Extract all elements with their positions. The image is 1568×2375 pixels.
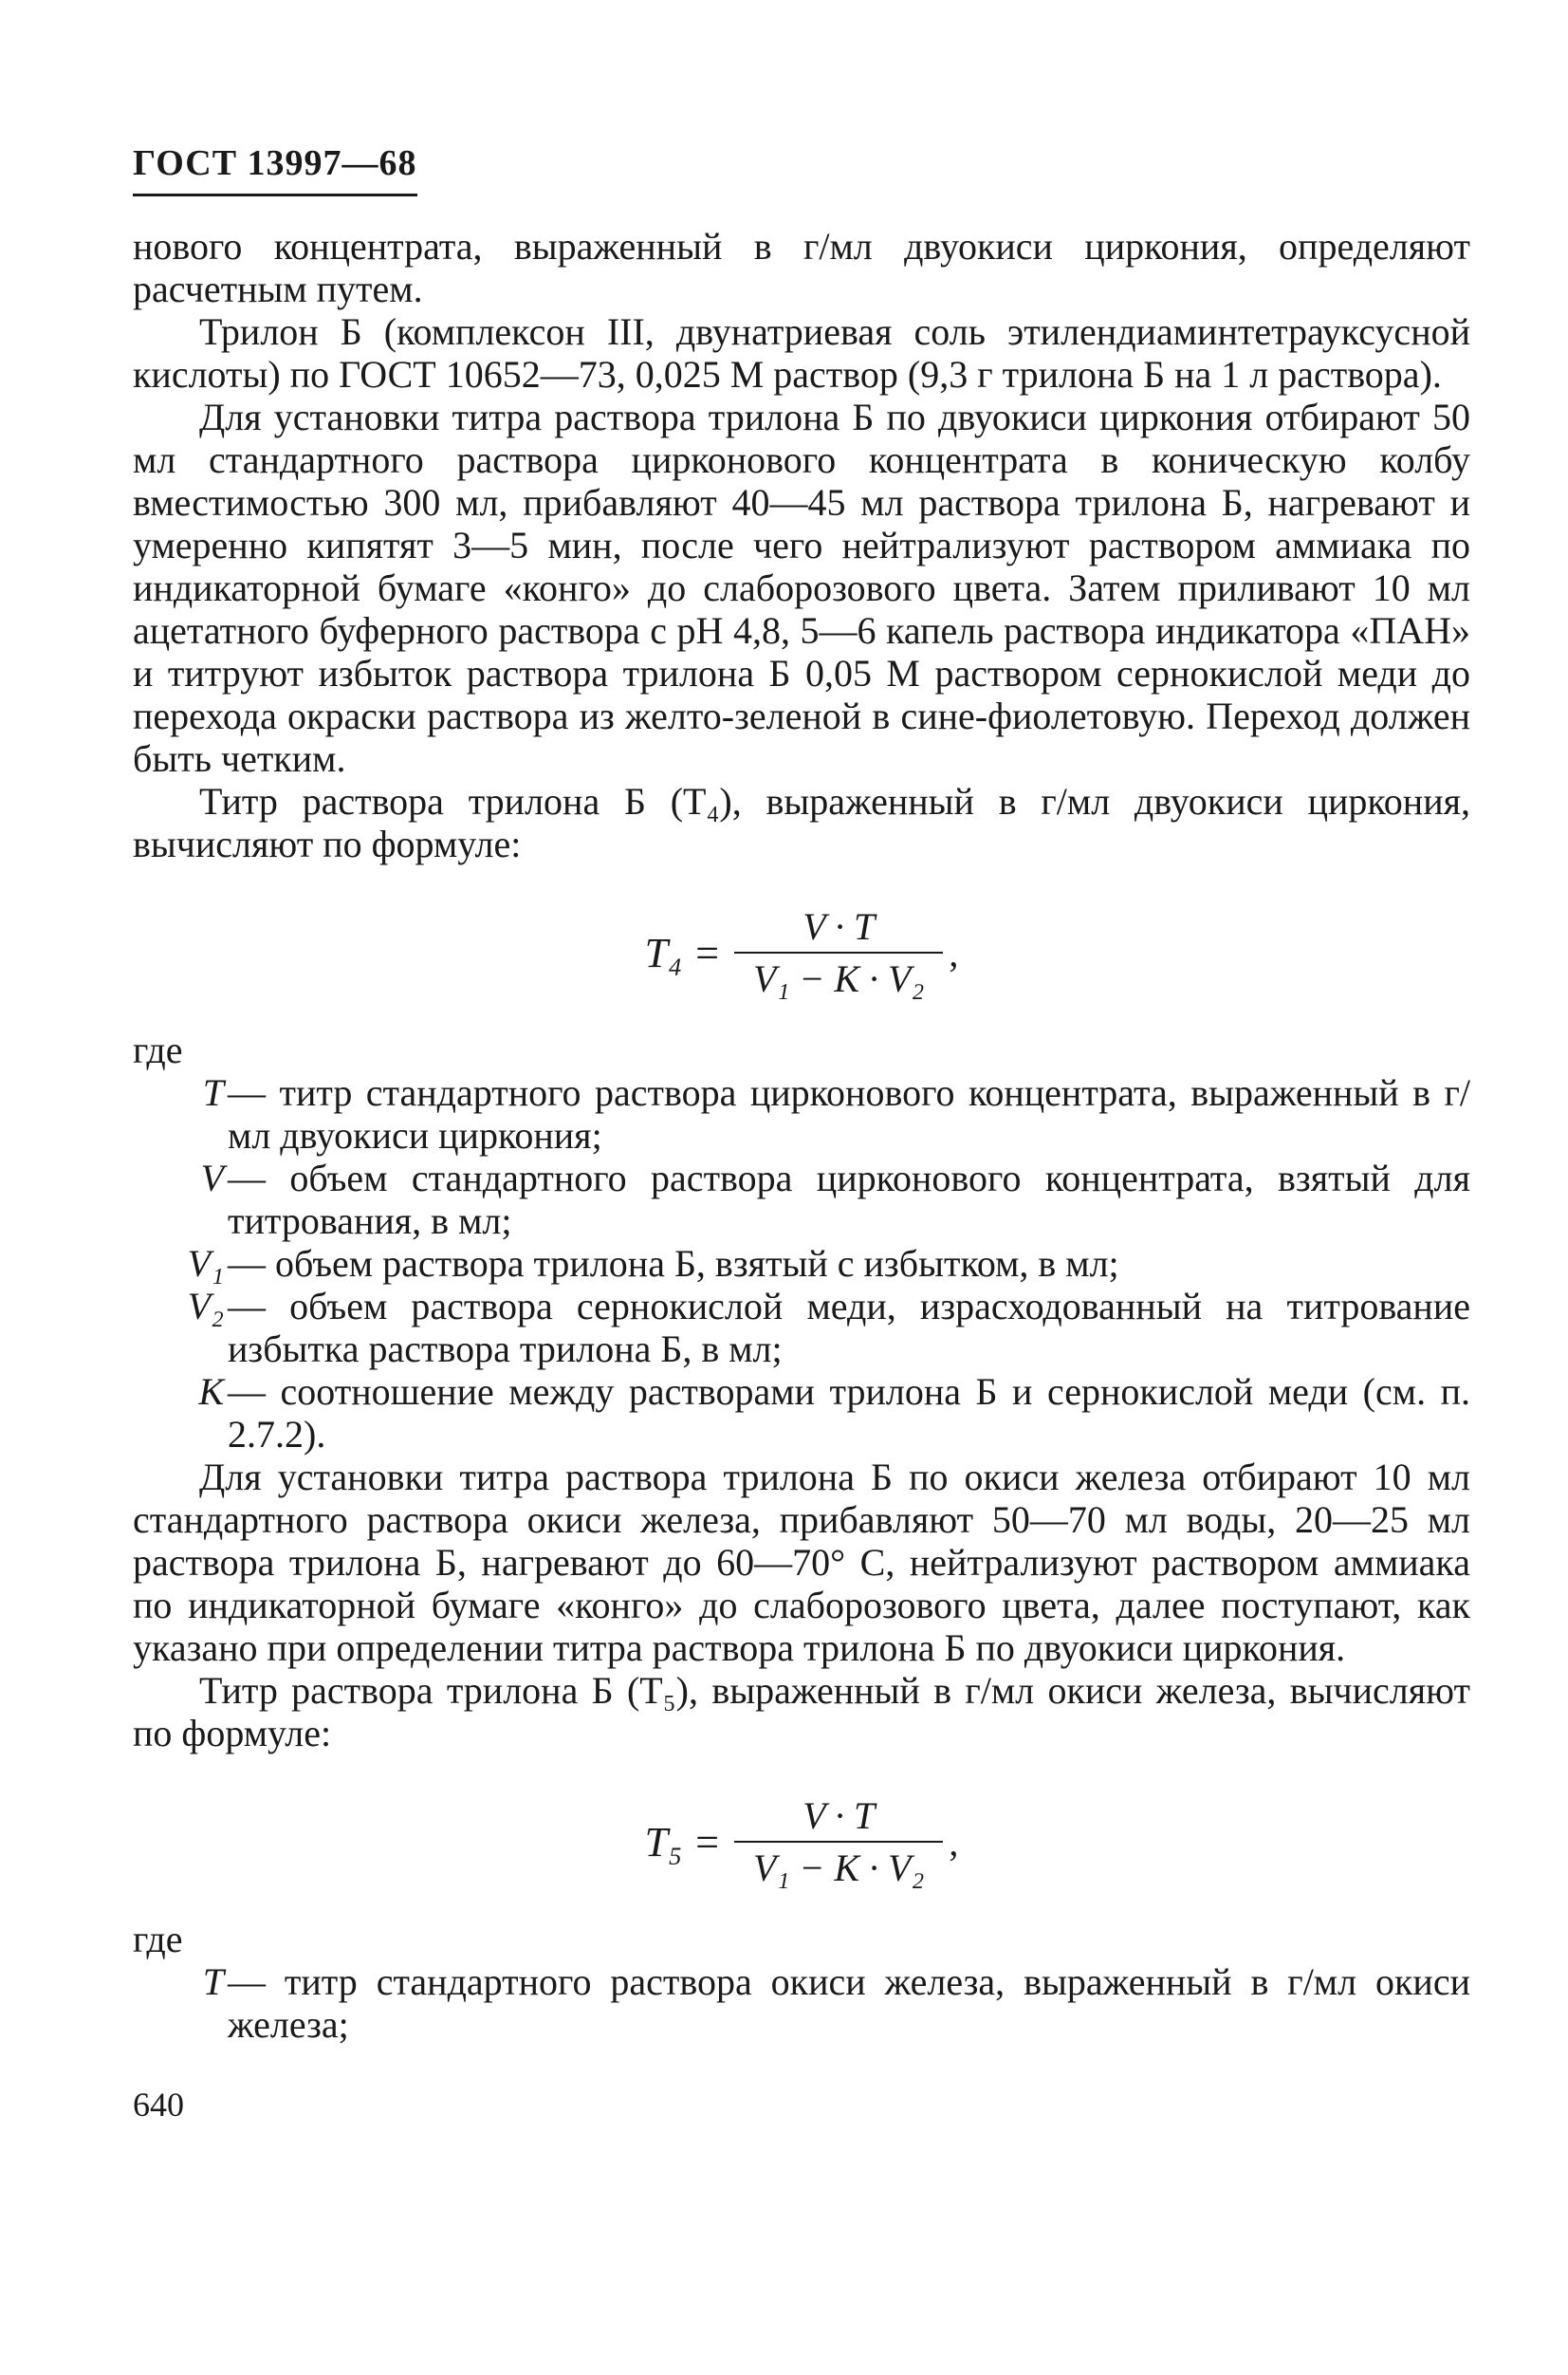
where-label: где <box>133 1029 183 1071</box>
paragraph: Титр раствора трилона Б (T₄), выраженный в г/мл двуокиси циркония, вычисляют по формуле: <box>133 780 1470 865</box>
document-header: ГОСТ 13997—68 <box>133 142 417 196</box>
formula-lhs: T₄ = <box>644 929 722 976</box>
paragraph: Для установки титра раствора трилона Б по двуокиси циркония отбирают 50 мл стандартного раствора цирконового концентрата в коническую колбу вместимостью 300 мл, прибавляют 40—45 мл раствора трилона Б, нагревают и умеренно кипятят 3—5 мин, после чего нейтрализуют раствором аммиака по индикаторной бумаге «конго» до слаборозового цвета. Затем приливают 10 мл ацетатного буферного раствора с pH 4,8, 5—6 капель раствора индикатора «ПАН» и титруют избыток раствора трилона Б 0,05 М раствором сернокислой меди до перехода окраски раствора из желто-зеленой в сине-фиолетовую. Переход должен быть четким. <box>133 396 1470 780</box>
formula-fraction <box>734 1794 943 1889</box>
formula-t5 <box>133 1794 1470 1889</box>
definition-text: — объем стандартного раствора цирконового концентрата, взятый для титрования, в мл; <box>228 1157 1470 1242</box>
definition-text: — титр стандартного раствора цирконового концентрата, выраженный в г/мл двуокиси циркония; <box>228 1071 1470 1157</box>
formula-lhs: T₅ = <box>644 1818 722 1865</box>
definition-symbol: V₁ <box>187 1242 224 1285</box>
definition-symbol: T <box>202 1960 224 2003</box>
where-label: где <box>133 1918 183 1960</box>
paragraph: нового концентрата, выраженный в г/мл двуокиси циркония, определяют расчетным путем. <box>133 225 1470 310</box>
document-page <box>133 142 1470 2126</box>
definition-symbol: K <box>198 1370 224 1413</box>
definition-list <box>133 1960 1470 2046</box>
formula-suffix: , <box>949 931 959 974</box>
paragraph: Для установки титра раствора трилона Б по окиси железа отбирают 10 мл стандартного раствора окиси железа, прибавляют 50—70 мл воды, 20—25 мл раствора трилона Б, нагревают до 60—70° С, нейтрализуют раствором аммиака по индикаторной бумаге «конго» до слаборозового цвета, далее поступают, как указано при определении титра раствора трилона Б по двуокиси циркония. <box>133 1456 1470 1669</box>
formula-fraction <box>734 905 943 1000</box>
formula-numerator: V · T <box>802 1794 876 1837</box>
definition-symbol: T <box>202 1071 224 1114</box>
definition-text: — объем раствора трилона Б, взятый с избытком, в мл; <box>228 1242 1119 1285</box>
definition-text: — титр стандартного раствора окиси железа, выраженный в г/мл окиси железа; <box>228 1960 1470 2046</box>
paragraph: Трилон Б (комплексон III, двунатриевая соль этилендиаминтетрауксусной кислоты) по ГОСТ 10652—73, 0,025 М раствор (9,3 г трилона Б на 1 л раствора). <box>133 310 1470 396</box>
definition-text: — соотношение между растворами трилона Б и сернокислой меди (см. п. 2.7.2). <box>228 1370 1470 1456</box>
paragraph: Титр раствора трилона Б (T₅), выраженный в г/мл окиси железа, вычисляют по формуле: <box>133 1669 1470 1754</box>
definition-list <box>133 1071 1470 1456</box>
formula-denominator: V₁ − K · V₂ <box>734 952 943 1000</box>
formula-t4 <box>133 905 1470 1000</box>
formula-suffix: , <box>949 1820 959 1864</box>
definition-symbol: V₂ <box>187 1285 224 1327</box>
document-body <box>133 225 1470 2126</box>
formula-denominator: V₁ − K · V₂ <box>734 1841 943 1889</box>
page-number: 640 <box>133 2086 184 2124</box>
definition-symbol: V <box>200 1157 224 1199</box>
definition-text: — объем раствора сернокислой меди, израсходованный на титрование избытка раствора трилона Б, в мл; <box>228 1285 1470 1370</box>
formula-numerator: V · T <box>802 905 876 948</box>
